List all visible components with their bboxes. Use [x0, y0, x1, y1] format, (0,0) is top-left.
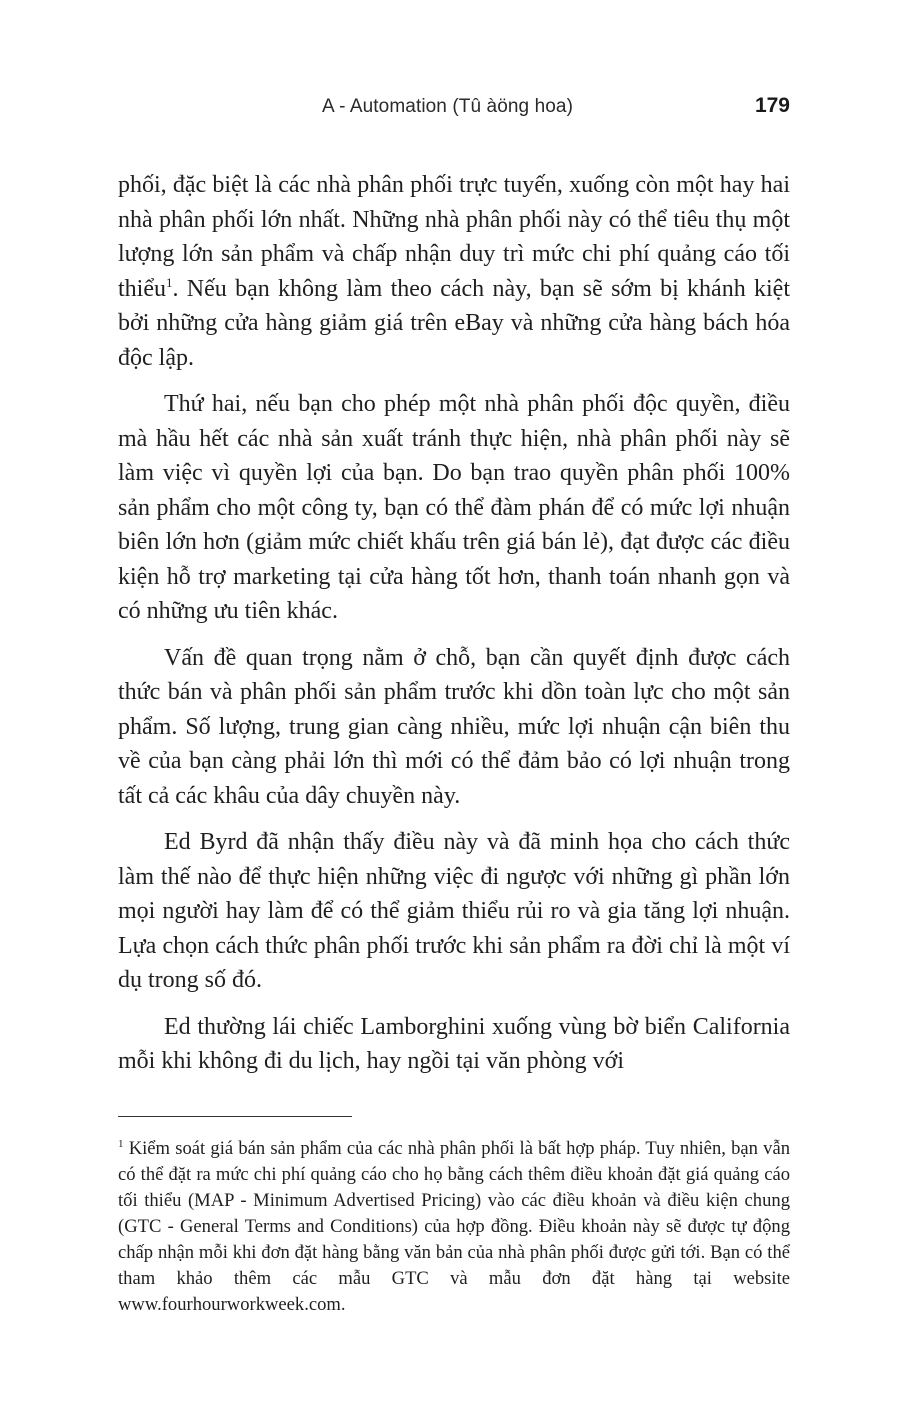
- paragraph-1-text: phối, đặc biệt là các nhà phân phối trực tuyến, xuống còn một hay hai nhà phân phối lớn nhất. Những nhà phân phối này có thể tiêu thụ một lượng lớn sản phẩm và chấp nhận duy trì mức chi phí quảng cáo tối thiểu: [118, 172, 790, 302]
- footnote-marker: 1: [118, 1137, 124, 1150]
- paragraph-3: Vấn đề quan trọng nằm ở chỗ, bạn cần quyết định được cách thức bán và phân phối sản phẩm trước khi dồn toàn lực cho một sản phẩm. Số lượng, trung gian càng nhiều, mức lợi nhuận cận biên thu về của bạn càng phải lớn thì mới có thể đảm bảo có lợi nhuận trong tất cả các khâu của dây chuyền này.: [118, 644, 790, 809]
- body-text: [118, 168, 790, 1091]
- paragraph-1: [118, 168, 790, 375]
- footnote-divider: [118, 1116, 352, 1117]
- paragraph-1-text-continued: . Nếu bạn không làm theo cách này, bạn sẽ sớm bị khánh kiệt bởi những cửa hàng giảm giá trên eBay và những cửa hàng bách hóa độc lập.: [118, 275, 790, 371]
- page-number: 179: [754, 94, 790, 117]
- footnote-text: Kiểm soát giá bán sản phẩm của các nhà phân phối là bất hợp pháp. Tuy nhiên, bạn vẫn có thể đặt ra mức chi phí quảng cáo cho họ bằng cách thêm điều khoản đặt giá quảng cáo tối thiểu (MAP - Minimum Advertised Pricing) vào các điều khoản và điều kiện chung (GTC - General Terms and Conditions) của hợp đồng. Điều khoản này sẽ được tự động chấp nhận mỗi khi đơn đặt hàng bằng văn bản của nhà phân phối được gửi tới. Bạn có thể tham khảo thêm các mẫu GTC và mẫu đơn đặt hàng tại website www.fourhourworkweek.com.: [118, 1138, 790, 1315]
- paragraph-2: Thứ hai, nếu bạn cho phép một nhà phân phối độc quyền, điều mà hầu hết các nhà sản xuất tránh thực hiện, nhà phân phối này sẽ làm việc vì quyền lợi của bạn. Do bạn trao quyền phân phối 100% sản phẩm cho một công ty, bạn có thể đàm phán để có mức lợi nhuận biên lớn hơn (giảm mức chiết khấu trên giá bán lẻ), đạt được các điều kiện hỗ trợ marketing tại cửa hàng tốt hơn, thanh toán nhanh gọn và có những ưu tiên khác.: [118, 391, 790, 624]
- paragraph-5: Ed thường lái chiếc Lamborghini xuống vùng bờ biển California mỗi khi không đi du lịch, hay ngồi tại văn phòng với: [118, 1013, 790, 1074]
- footnote: [118, 1136, 790, 1318]
- paragraph-4: Ed Byrd đã nhận thấy điều này và đã minh họa cho cách thức làm thế nào để thực hiện những việc đi ngược với những gì phần lớn mọi người hay làm để có thể giảm thiểu rủi ro và gia tăng lợi nhuận. Lựa chọn cách thức phân phối trước khi sản phẩm ra đời chỉ là một ví dụ trong số đó.: [118, 829, 790, 993]
- running-title: A - Automation (Tû àöng hoa): [322, 96, 574, 117]
- page-header: [118, 96, 790, 126]
- footnote-reference: 1: [166, 274, 173, 290]
